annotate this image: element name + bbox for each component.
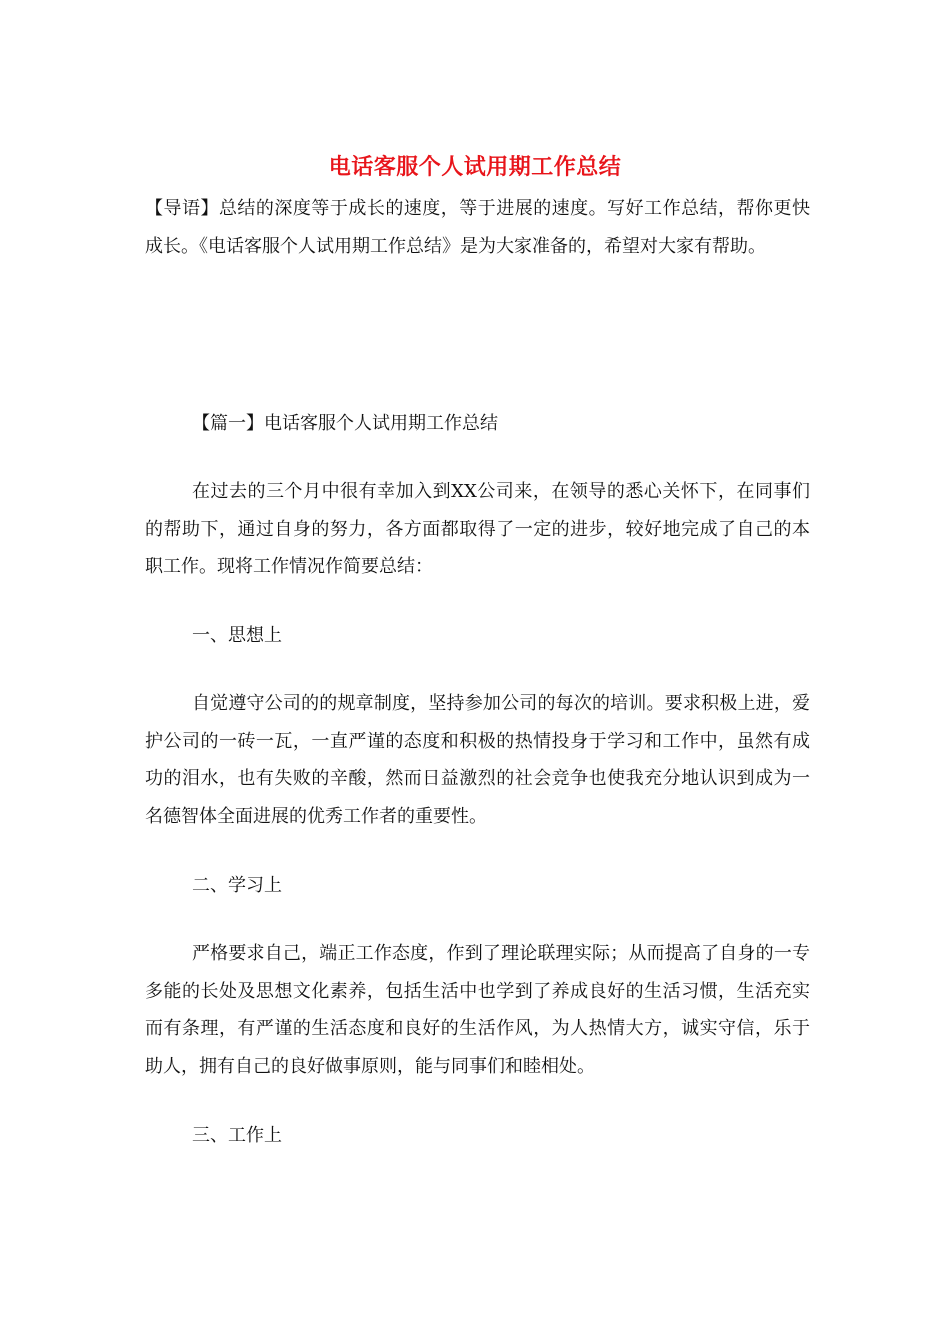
body-paragraph-3: 严格要求自己，端正工作态度，作到了理论联理实际；从而提高了自身的一专多能的长处及思想文化素养，包括生活中也学到了养成良好的生活习惯，生活充实而有条理，有严谨的生活态度和良好的生活作风，为人热情大方，诚实守信，乐于助人，拥有自己的良好做事原则，能与同事们和睦相处。 xyxy=(145,943,810,1077)
intro-paragraph: 【导语】总结的深度等于成长的速度，等于进展的速度。写好工作总结，帮你更快成长。《电话客服个人试用期工作总结》是为大家准备的，希望对大家有帮助。 xyxy=(145,198,810,257)
section-heading: 【篇一】电话客服个人试用期工作总结 xyxy=(192,413,498,434)
subheading-study: 二、学习上 xyxy=(192,875,282,896)
subheading-work: 三、工作上 xyxy=(192,1125,282,1146)
body-paragraph-2: 自觉遵守公司的的规章制度，坚持参加公司的每次的培训。要求积极上进，爱护公司的一砖一瓦，一直严谨的态度和积极的热情投身于学习和工作中，虽然有成功的泪水，也有失败的辛酸，然而日益激烈的社会竞争也使我充分地认识到成为一名德智体全面进展的优秀工作者的重要性。 xyxy=(145,693,810,827)
body-paragraph-1: 在过去的三个月中很有幸加入到XX公司来，在领导的悉心关怀下，在同事们的帮助下，通过自身的努力，各方面都取得了一定的进步，较好地完成了自己的本职工作。现将工作情况作简要总结： xyxy=(145,481,810,577)
subheading-thought: 一、思想上 xyxy=(192,625,282,646)
document-title: 电话客服个人试用期工作总结 xyxy=(328,154,622,180)
